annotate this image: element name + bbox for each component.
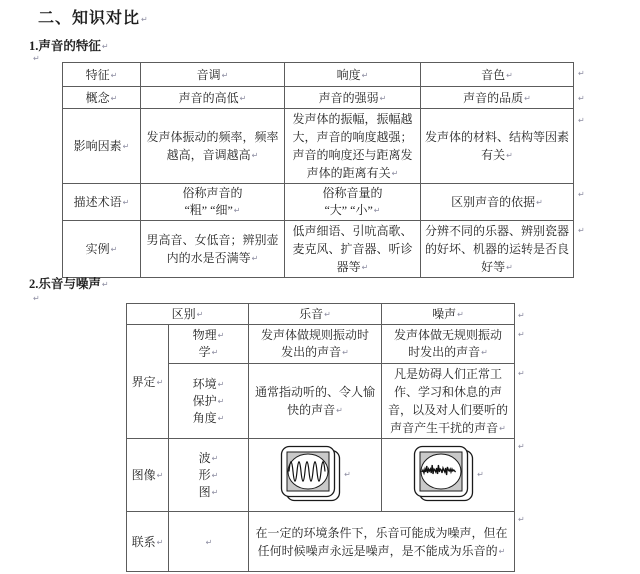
table-row xyxy=(127,364,515,439)
cell-line: 环境 ↵ xyxy=(172,376,245,393)
table-cell xyxy=(285,87,421,109)
t1-row-label-factors xyxy=(63,109,141,184)
cell-line: 发出的声音 ↵ xyxy=(252,344,378,361)
table-row xyxy=(63,221,574,278)
cell-text: 分辨不同的乐器、辨别瓷器的好坏、机器的运转是否良好等 ↵ xyxy=(425,224,569,274)
cell-text: 发声体的材料、结构等因素有关 ↵ xyxy=(425,130,569,162)
t2-sublabel-physics xyxy=(169,325,249,364)
table-cell xyxy=(421,184,574,221)
table-cell xyxy=(141,184,285,221)
cell-line: 波 ↵ xyxy=(172,450,245,467)
cell-line: “粗” “细” ↵ xyxy=(144,202,281,219)
cell-line: 角度 ↵ xyxy=(172,410,245,427)
cell-line: 俗称音量的 xyxy=(322,186,383,200)
cell-line: 形 ↵ xyxy=(172,467,245,484)
oscilloscope-sine-wave-icon xyxy=(279,445,343,505)
cell-text: 凡是妨碍人们正常工作、学习和休息的声音，以及对人们要听的声音产生干扰的声音 ↵ xyxy=(388,367,508,435)
t2-row-label-relation xyxy=(127,512,169,572)
paragraph-mark-icon xyxy=(518,363,528,373)
cell-text: 图像 ↵ xyxy=(132,468,164,482)
table-cell xyxy=(382,325,515,364)
empty-cell-mark xyxy=(205,535,213,549)
table-row xyxy=(63,63,574,87)
cell-line: 发声体做规则振动时 xyxy=(260,328,369,342)
cell-line: “大” “小” ↵ xyxy=(288,202,417,219)
cell-text: 区别声音的依据 ↵ xyxy=(451,195,543,209)
table-cell xyxy=(249,439,382,512)
header-text: 响度 ↵ xyxy=(337,68,369,82)
section1-heading-text: 1.声音的特征 ↵ xyxy=(29,39,109,53)
t2-relation-text-cell xyxy=(249,512,515,572)
musical-waveform-cell xyxy=(279,445,351,505)
t1-header-timbre xyxy=(421,63,574,87)
cell-text: 界定 ↵ xyxy=(132,375,164,389)
t2-row-label-definition xyxy=(127,325,169,439)
cell-text: 声音的强弱 ↵ xyxy=(319,91,387,105)
table-cell xyxy=(421,221,574,278)
header-text: 区别 ↵ xyxy=(172,307,204,321)
noise-waveform-cell xyxy=(412,445,484,505)
cell-text: 声音的品质 ↵ xyxy=(463,91,531,105)
page-title-text: 二、知识对比 ↵ xyxy=(38,10,149,27)
t2-header-noise xyxy=(382,304,515,325)
cell-text: 男高音、女低音；辨别壶内的水是否满等 ↵ xyxy=(146,233,278,265)
paragraph-mark-icon xyxy=(578,220,588,230)
t1-header-loudness xyxy=(285,63,421,87)
t2-header-musical-sound xyxy=(249,304,382,325)
t1-row-label-terms xyxy=(63,184,141,221)
table-cell xyxy=(141,109,285,184)
cell-text: 影响因素 ↵ xyxy=(74,139,130,153)
t2-sublabel-waveform xyxy=(169,439,249,512)
table-row xyxy=(127,304,515,325)
cell-text: 发声体的振幅，振幅越大，声音的响度越强；声音的响度还与距离发声体的距离有关 ↵ xyxy=(292,112,412,180)
cell-text: 联系 ↵ xyxy=(132,535,164,549)
cell-line: 图 ↵ xyxy=(172,484,245,501)
oscilloscope-irregular-wave-icon xyxy=(412,445,476,505)
table-row xyxy=(127,439,515,512)
paragraph-mark-icon xyxy=(33,288,43,298)
cell-text: 在一定的环境条件下，乐音可能成为噪声，但在任何时候噪声永远是噪声，是不能成为乐音的 ↵ xyxy=(255,526,507,558)
cell-text: 通常指动听的、令人愉快的声音 ↵ xyxy=(255,385,375,417)
table-cell xyxy=(141,221,285,278)
t2-header-difference xyxy=(127,304,249,325)
cell-text: 实例 ↵ xyxy=(86,242,118,256)
t1-header-feature xyxy=(63,63,141,87)
t1-row-label-concept xyxy=(63,87,141,109)
header-text: 乐音 ↵ xyxy=(299,307,331,321)
table-row xyxy=(63,109,574,184)
paragraph-mark-icon xyxy=(518,324,528,334)
table-cell xyxy=(141,87,285,109)
table-row xyxy=(127,512,515,572)
table-cell xyxy=(382,364,515,439)
header-text: 音调 ↵ xyxy=(197,68,229,82)
t2-row-label-image xyxy=(127,439,169,512)
table-cell xyxy=(285,221,421,278)
table-cell xyxy=(249,325,382,364)
paragraph-mark-icon xyxy=(578,63,588,73)
table-row xyxy=(127,325,515,364)
paragraph-mark-icon xyxy=(578,184,588,194)
paragraph-mark-icon xyxy=(518,436,528,446)
cell-text: 描述术语 ↵ xyxy=(74,195,130,209)
cell-text: 概念 ↵ xyxy=(86,91,118,105)
header-text: 特征 ↵ xyxy=(86,68,118,82)
t1-header-pitch xyxy=(141,63,285,87)
table-cell xyxy=(382,439,515,512)
cell-line: 发声体做无规则振动 xyxy=(393,328,502,342)
paragraph-mark-icon xyxy=(578,110,588,120)
cell-text: 发声体振动的频率，频率越高，音调越高 ↵ xyxy=(146,130,278,162)
table-cell xyxy=(421,109,574,184)
table-cell xyxy=(285,109,421,184)
t2-relation-empty-cell xyxy=(169,512,249,572)
header-text: 音色 ↵ xyxy=(481,68,513,82)
table-row xyxy=(63,87,574,109)
header-text: 噪声 ↵ xyxy=(432,307,464,321)
paragraph-mark-icon xyxy=(33,48,43,58)
cell-line: 保护 ↵ xyxy=(172,393,245,410)
table-row xyxy=(63,184,574,221)
musical-vs-noise-table xyxy=(126,303,515,572)
cell-text: 低声细语、引吭高歌、麦克风、扩音器、听诊器等 ↵ xyxy=(292,224,412,274)
cell-line: 学 ↵ xyxy=(172,344,245,361)
cell-line: 时发出的声音 ↵ xyxy=(385,344,511,361)
paragraph-mark-icon xyxy=(518,305,528,315)
t2-sublabel-environment xyxy=(169,364,249,439)
t1-row-label-examples xyxy=(63,221,141,278)
cell-line: 物理 ↵ xyxy=(172,327,245,344)
cell-line: 俗称声音的 xyxy=(182,186,243,200)
paragraph-mark-icon xyxy=(578,88,588,98)
section2-heading-text: 2.乐音与噪声 ↵ xyxy=(29,277,109,291)
page-title xyxy=(38,5,149,28)
table-cell xyxy=(249,364,382,439)
table-cell xyxy=(285,184,421,221)
table-cell xyxy=(421,87,574,109)
cell-text: 声音的高低 ↵ xyxy=(179,91,247,105)
paragraph-mark-icon xyxy=(518,509,528,519)
sound-characteristics-table xyxy=(62,62,574,278)
